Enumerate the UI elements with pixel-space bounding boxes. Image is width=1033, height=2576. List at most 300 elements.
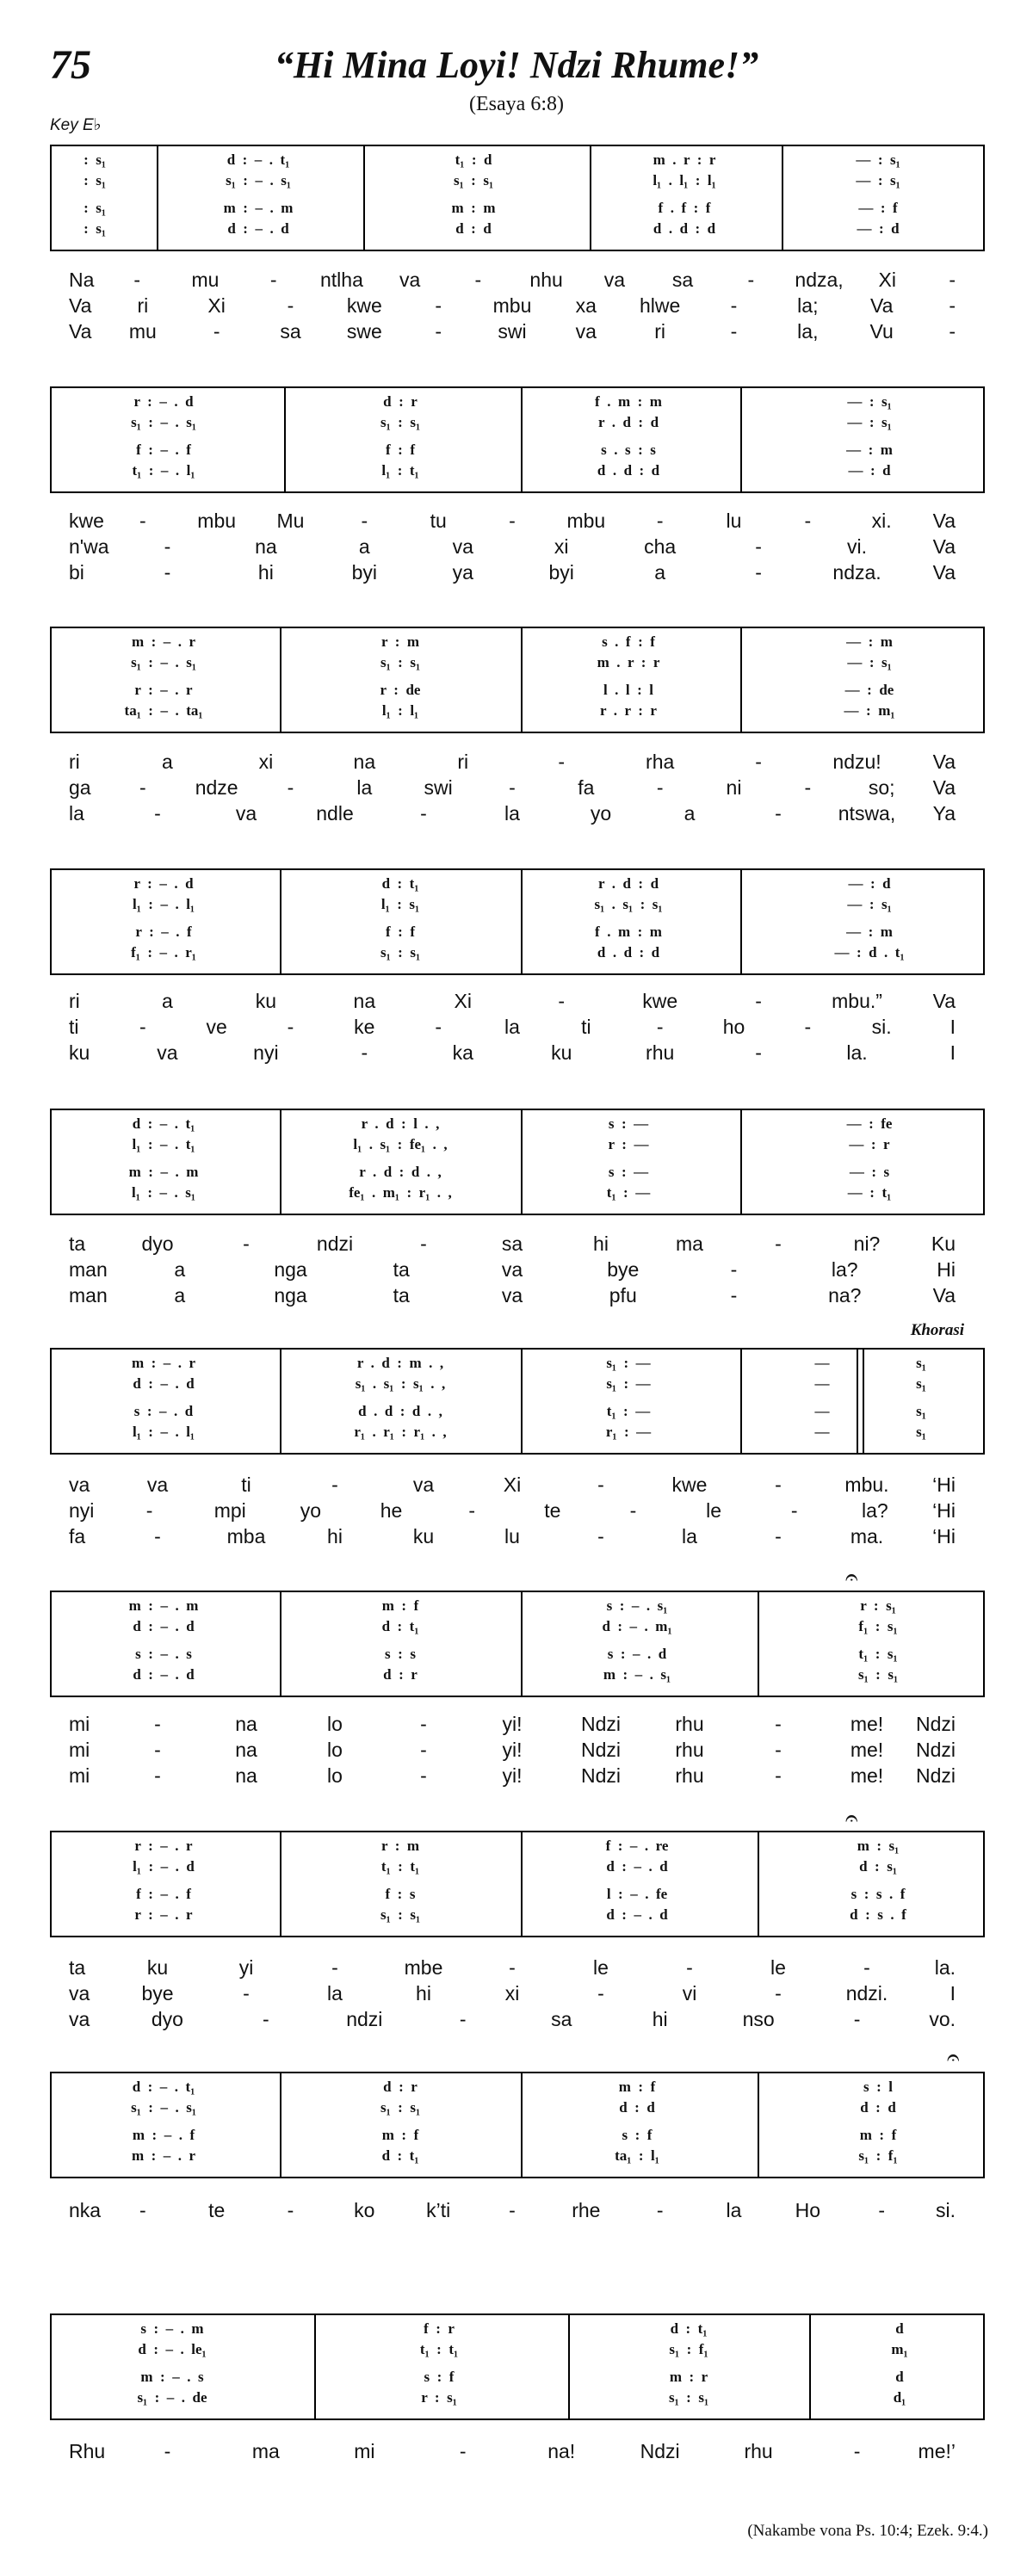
- lyric-syllable: lu: [726, 510, 742, 532]
- music-system: [50, 2313, 985, 2420]
- music-system: [50, 627, 985, 733]
- voice-row: [52, 682, 983, 702]
- solfa-note: d : – . le₁: [138, 2341, 207, 2357]
- solfa-note: s : – . d: [607, 1646, 667, 1662]
- lyric-syllable: hi: [593, 1232, 609, 1255]
- lyric-syllable: hi: [257, 561, 274, 584]
- solfa-note: — : s₁: [856, 151, 900, 168]
- lyric-syllable: -: [558, 751, 566, 773]
- lyric-syllable: ku: [69, 1041, 90, 1064]
- voice-row: [52, 2079, 983, 2099]
- solfa-note: s : s . f: [851, 1886, 906, 1902]
- lyric-syllable: va: [399, 269, 421, 291]
- lyric-syllable: -: [853, 2440, 861, 2462]
- solfa-note: r₁ : —: [605, 1424, 652, 1440]
- solfa-note: m : – . f: [132, 2127, 195, 2143]
- lyric-syllable: bye: [141, 1982, 174, 2005]
- lyric-syllable: na: [235, 1764, 257, 1787]
- lyric-syllable: -: [730, 1284, 738, 1307]
- voice-row: [52, 1886, 983, 1906]
- lyric-syllable: -: [686, 1956, 693, 1979]
- lyric-syllable: Mu: [276, 510, 305, 532]
- voice-row: [52, 1838, 983, 1858]
- solfa-note: t₁ : s₁: [858, 1646, 898, 1662]
- lyric-syllable: Rhu: [69, 2440, 106, 2462]
- lyric-syllable: ku: [255, 990, 277, 1012]
- lyric-syllable: -: [656, 510, 664, 532]
- lyric-syllable: sa: [501, 1232, 523, 1255]
- lyric-syllable: -: [435, 320, 442, 343]
- solfa-note: ta₁ : – . ta₁: [124, 702, 203, 719]
- voice-row: [52, 1424, 983, 1444]
- solfa-note: — : s₁: [847, 414, 892, 430]
- solfa-note: — : fe: [846, 1115, 893, 1132]
- solfa-note: m : f: [859, 2127, 897, 2143]
- lyric-syllable: Vu: [869, 320, 894, 343]
- solfa-note: l : – . fe: [606, 1886, 668, 1902]
- lyric-syllable: -: [139, 776, 146, 799]
- lyric-syllable: ntlha: [319, 269, 363, 291]
- lyrics-line: [69, 510, 981, 535]
- lyric-syllable: va: [69, 2008, 90, 2030]
- lyric-syllable: -: [730, 320, 738, 343]
- solfa-note: m : r: [669, 2369, 708, 2385]
- solfa-note: s₁: [916, 1424, 926, 1440]
- music-system: [50, 868, 985, 975]
- solfa-note: s₁ : s₁: [380, 414, 421, 430]
- fermata-icon: 𝄐: [845, 1806, 858, 1831]
- voice-row: [52, 2369, 983, 2389]
- solfa-note: s₁ : – . s₁: [131, 414, 196, 430]
- solfa-note: s₁ : f₁: [669, 2341, 708, 2357]
- lyric-syllable: swi: [424, 776, 453, 799]
- lyrics-block: [69, 990, 981, 1072]
- voice-row: [52, 393, 983, 414]
- lyric-syllable: -: [139, 510, 146, 532]
- lyric-syllable: ri: [69, 751, 80, 773]
- lyric-syllable: mu: [128, 320, 157, 343]
- lyric-syllable: swe: [346, 320, 382, 343]
- lyric-syllable: ma.: [850, 1525, 884, 1547]
- solfa-note: d : – . d: [606, 1858, 668, 1875]
- lyric-syllable: hlwe: [640, 294, 681, 317]
- lyric-syllable: -: [853, 2008, 861, 2030]
- solfa-note: s₁ : f₁: [858, 2147, 898, 2164]
- lyric-syllable: -: [509, 2199, 516, 2221]
- solfa-note: — : f: [858, 200, 898, 216]
- solfa-note: — : t₁: [847, 1184, 892, 1201]
- lyrics-line: [69, 1525, 981, 1551]
- lyric-syllable: me!’: [918, 2440, 956, 2462]
- lyric-syllable: -: [949, 294, 956, 317]
- solfa-note: l₁ : – . l₁: [132, 1424, 195, 1440]
- lyric-syllable: -: [949, 269, 956, 291]
- lyric-syllable: Xi: [454, 990, 472, 1012]
- lyric-syllable: hi: [416, 1982, 431, 2005]
- solfa-note: r : s₁: [860, 1597, 896, 1614]
- voice-row: [52, 1136, 983, 1157]
- lyric-syllable: swi: [498, 320, 527, 343]
- lyric-syllable: si.: [871, 1016, 892, 1038]
- lyric-syllable: -: [468, 1499, 476, 1522]
- lyrics-line: [69, 294, 981, 320]
- lyrics-block: [69, 2440, 981, 2523]
- lyric-syllable: na: [353, 751, 376, 773]
- lyric-syllable: la: [327, 1982, 343, 2005]
- solfa-note: f : – . f: [136, 1886, 191, 1902]
- lyric-syllable: na: [235, 1739, 257, 1761]
- solfa-note: : s₁: [84, 220, 106, 237]
- lyric-syllable: yi!: [502, 1764, 523, 1787]
- lyric-syllable: -: [755, 535, 762, 558]
- lyric-syllable: rhe: [572, 2199, 601, 2221]
- lyric-syllable: ta: [69, 1232, 86, 1255]
- lyric-syllable: va: [501, 1284, 523, 1307]
- lyric-syllable: sa: [551, 2008, 572, 2030]
- music-system: [50, 1831, 985, 1937]
- solfa-note: —: [814, 1375, 830, 1392]
- lyric-syllable: ndzi.: [845, 1982, 888, 2005]
- lyric-syllable: Va: [69, 320, 92, 343]
- lyric-syllable: tu: [430, 510, 447, 532]
- solfa-note: r : m: [380, 633, 420, 650]
- lyric-syllable: la.: [934, 1956, 956, 1979]
- lyrics-line: [69, 1499, 981, 1525]
- solfa-note: d : t₁: [381, 2147, 419, 2164]
- lyric-syllable: va: [146, 1473, 169, 1496]
- lyric-syllable: -: [474, 269, 482, 291]
- solfa-note: m₁: [891, 2341, 908, 2357]
- tonic-solfa-staff: [50, 868, 985, 975]
- voice-row: [52, 896, 983, 917]
- solfa-note: d . d : d . ,: [358, 1403, 442, 1419]
- lyric-syllable: yo: [590, 802, 612, 825]
- lyrics-line: [69, 1982, 981, 2008]
- lyric-syllable: va: [69, 1982, 90, 2005]
- lyric-syllable: Va: [932, 561, 956, 584]
- solfa-note: l₁ : – . d: [133, 1858, 195, 1875]
- hymn-title: “Hi Mina Loyi! Ndzi Rhume!”: [274, 44, 759, 86]
- lyric-syllable: ti: [241, 1473, 251, 1496]
- solfa-note: — : s: [849, 1164, 890, 1180]
- solfa-note: — : s₁: [847, 393, 892, 410]
- solfa-note: t₁ : t₁: [380, 1858, 420, 1875]
- solfa-note: s₁ . s₁ : s₁: [594, 896, 663, 912]
- lyric-syllable: -: [755, 990, 762, 1012]
- lyric-syllable: ti: [69, 1016, 79, 1038]
- lyric-syllable: xi.: [871, 510, 892, 532]
- tonic-solfa-staff: [50, 2313, 985, 2420]
- lyrics-block: [69, 1232, 981, 1315]
- solfa-note: s₁: [916, 1355, 926, 1371]
- lyric-syllable: la,: [797, 320, 819, 343]
- lyric-syllable: -: [154, 1764, 161, 1787]
- solfa-note: m : s₁: [857, 1838, 900, 1854]
- lyric-syllable: -: [597, 1525, 604, 1547]
- lyric-syllable: la.: [846, 1041, 868, 1064]
- music-system: [50, 1591, 985, 1697]
- lyric-syllable: -: [435, 294, 442, 317]
- solfa-note: fe₁ . m₁ : r₁ . ,: [349, 1184, 452, 1201]
- lyric-syllable: a: [162, 990, 173, 1012]
- lyric-syllable: va: [452, 535, 473, 558]
- solfa-note: s₁ : – . s₁: [131, 654, 196, 670]
- solfa-note: s₁ : – . de: [137, 2389, 207, 2406]
- lyric-syllable: -: [164, 535, 171, 558]
- lyric-syllable: ndle: [316, 802, 354, 825]
- key-signature: Key E♭: [50, 116, 102, 134]
- lyrics-block: [69, 1956, 981, 2039]
- lyric-syllable: lo: [327, 1764, 343, 1787]
- solfa-note: — : d: [848, 875, 891, 892]
- solfa-note: t₁ : t₁: [419, 2341, 459, 2357]
- voice-row: [52, 2320, 983, 2341]
- voice-row: [52, 172, 983, 193]
- lyric-syllable: xi: [504, 1982, 520, 2005]
- solfa-note: l₁ : t₁: [381, 462, 419, 479]
- voice-row: [52, 1858, 983, 1879]
- lyric-syllable: kwe: [69, 510, 104, 532]
- tonic-solfa-staff: [50, 1591, 985, 1697]
- lyric-syllable: mbu: [492, 294, 532, 317]
- khorasi-label: Khorasi: [910, 1321, 964, 1339]
- lyrics-line: [69, 1232, 981, 1258]
- lyrics-line: [69, 1284, 981, 1310]
- lyric-syllable: -: [243, 1232, 250, 1255]
- lyric-syllable: la: [682, 1525, 697, 1547]
- solfa-note: d : r: [383, 393, 418, 410]
- lyrics-line: [69, 2440, 981, 2466]
- solfa-note: s₁ : —: [606, 1355, 651, 1371]
- solfa-note: d : s . f: [850, 1906, 906, 1923]
- solfa-note: f : – . re: [605, 1838, 669, 1854]
- lyric-syllable: yi: [238, 1956, 254, 1979]
- solfa-note: d : d: [860, 2099, 896, 2116]
- lyric-syllable: ri: [137, 294, 149, 317]
- solfa-note: : s₁: [84, 151, 106, 168]
- solfa-note: m : – . s: [140, 2369, 204, 2385]
- lyric-syllable: byi: [351, 561, 378, 584]
- lyric-syllable: -: [730, 294, 738, 317]
- lyric-syllable: mi: [69, 1713, 90, 1735]
- lyric-syllable: -: [263, 2008, 269, 2030]
- solfa-note: — : s₁: [856, 172, 900, 188]
- lyric-syllable: ko: [354, 2199, 375, 2221]
- solfa-note: r : – . r: [134, 682, 193, 698]
- solfa-note: ta₁ : l₁: [615, 2147, 659, 2164]
- lyric-syllable: -: [775, 1764, 782, 1787]
- voice-row: [52, 151, 983, 172]
- solfa-note: : s₁: [84, 172, 106, 188]
- lyric-syllable: ri: [654, 320, 666, 343]
- solfa-note: f : f: [386, 924, 415, 940]
- lyric-syllable: -: [775, 1982, 782, 2005]
- lyric-syllable: Va: [932, 751, 956, 773]
- voice-row: [52, 1115, 983, 1136]
- solfa-note: t₁ : —: [606, 1403, 651, 1419]
- lyric-syllable: Ya: [932, 802, 956, 825]
- lyric-syllable: -: [656, 1016, 664, 1038]
- solfa-note: f : – . f: [136, 442, 191, 458]
- music-system: [50, 145, 985, 251]
- lyric-syllable: Va: [932, 535, 956, 558]
- lyric-syllable: me!: [850, 1713, 884, 1735]
- music-system: [50, 1348, 985, 1455]
- lyric-syllable: -: [154, 802, 161, 825]
- lyric-syllable: na!: [547, 2440, 576, 2462]
- lyric-syllable: mbu.”: [832, 990, 882, 1012]
- lyric-syllable: -: [804, 1016, 812, 1038]
- lyric-syllable: -: [558, 990, 566, 1012]
- voice-row: [52, 414, 983, 435]
- solfa-note: s₁ : s₁: [380, 654, 421, 670]
- solfa-note: d : d: [619, 2099, 655, 2116]
- lyric-syllable: ndze: [195, 776, 238, 799]
- lyric-syllable: man: [69, 1284, 108, 1307]
- solfa-note: —: [814, 1355, 830, 1371]
- lyric-syllable: ve: [206, 1016, 227, 1038]
- voice-row: [52, 2099, 983, 2120]
- lyric-syllable: ga: [69, 776, 91, 799]
- solfa-note: m . r : r: [653, 151, 716, 168]
- solfa-note: m : – . m: [223, 200, 294, 216]
- lyric-syllable: ndza,: [795, 269, 844, 291]
- lyric-syllable: Va: [932, 1284, 956, 1307]
- lyric-syllable: ntswa,: [838, 802, 896, 825]
- lyric-syllable: -: [509, 776, 516, 799]
- lyric-syllable: mpi: [213, 1499, 246, 1522]
- lyric-syllable: fa: [69, 1525, 86, 1547]
- lyric-syllable: rhu: [744, 2440, 773, 2462]
- lyric-syllable: -: [775, 1713, 782, 1735]
- solfa-note: l . l : l: [603, 682, 654, 698]
- lyric-syllable: -: [420, 1232, 427, 1255]
- solfa-note: d : r: [383, 1666, 418, 1683]
- lyrics-block: [69, 2199, 981, 2282]
- lyric-syllable: fa: [578, 776, 595, 799]
- lyrics-line: [69, 2199, 981, 2225]
- lyrics-line: [69, 1956, 981, 1982]
- lyric-syllable: te: [208, 2199, 226, 2221]
- fermata-icon: 𝄐: [947, 2045, 960, 2070]
- music-system: [50, 1109, 985, 1215]
- solfa-note: s₁ : – . s₁: [131, 2099, 196, 2116]
- lyric-syllable: na: [255, 535, 277, 558]
- solfa-note: —: [814, 1424, 830, 1440]
- solfa-note: m : – . m: [128, 1597, 199, 1614]
- lyric-syllable: bye: [607, 1258, 640, 1281]
- lyric-syllable: ta: [69, 1956, 86, 1979]
- solfa-note: d : t₁: [381, 1618, 419, 1634]
- lyrics-line: [69, 320, 981, 346]
- lyric-syllable: -: [509, 1956, 516, 1979]
- solfa-note: r . d : d . ,: [359, 1164, 442, 1180]
- solfa-note: m : – . r: [131, 1355, 196, 1371]
- lyric-syllable: -: [154, 1739, 161, 1761]
- solfa-note: d . d : d: [653, 220, 716, 237]
- solfa-note: r₁ . r₁ : r₁ . ,: [354, 1424, 447, 1440]
- lyric-syllable: -: [154, 1525, 161, 1547]
- solfa-note: f : s: [385, 1886, 416, 1902]
- lyric-syllable: la: [356, 776, 373, 799]
- lyric-syllable: yi!: [502, 1739, 523, 1761]
- lyric-syllable: nyi: [69, 1499, 95, 1522]
- lyric-syllable: Va: [932, 510, 956, 532]
- solfa-note: d : – . t₁: [132, 2079, 195, 2095]
- solfa-note: r . d : d: [597, 875, 659, 892]
- lyric-syllable: -: [287, 776, 294, 799]
- solfa-note: r . r : r: [600, 702, 657, 719]
- lyric-syllable: lo: [327, 1713, 343, 1735]
- solfa-note: m : f: [381, 1597, 419, 1614]
- lyric-syllable: -: [154, 1713, 161, 1735]
- lyric-syllable: lu: [504, 1525, 520, 1547]
- lyric-syllable: ndzu!: [832, 751, 881, 773]
- solfa-note: f . f : f: [658, 200, 711, 216]
- solfa-note: d : – . d: [133, 1618, 195, 1634]
- lyric-syllable: mbu: [566, 510, 606, 532]
- lyric-syllable: ri: [69, 990, 80, 1012]
- solfa-note: m : – . s₁: [603, 1666, 671, 1683]
- voice-row: [52, 1164, 983, 1184]
- lyric-syllable: -: [420, 802, 427, 825]
- voice-row: [52, 2389, 983, 2410]
- lyric-syllable: kwe: [346, 294, 382, 317]
- lyric-syllable: Xi: [878, 269, 896, 291]
- voice-row: [52, 200, 983, 220]
- solfa-note: —: [814, 1403, 830, 1419]
- solfa-note: — : m: [846, 633, 893, 650]
- lyric-syllable: ke: [354, 1016, 375, 1038]
- lyric-syllable: -: [597, 1982, 604, 2005]
- solfa-note: l₁ . s₁ : fe₁ . ,: [353, 1136, 448, 1152]
- solfa-note: r : m: [380, 1838, 420, 1854]
- lyric-syllable: n'wa: [69, 535, 109, 558]
- solfa-note: — : de: [844, 682, 894, 698]
- lyric-syllable: va: [412, 1473, 435, 1496]
- lyric-syllable: -: [133, 269, 141, 291]
- lyric-syllable: la;: [797, 294, 819, 317]
- lyric-syllable: -: [790, 1499, 798, 1522]
- lyric-syllable: mi: [354, 2440, 375, 2462]
- solfa-note: — : s₁: [847, 654, 892, 670]
- solfa-note: s : —: [608, 1115, 649, 1132]
- lyric-syllable: le: [706, 1499, 722, 1522]
- lyric-syllable: a: [174, 1258, 186, 1281]
- lyric-syllable: Na: [69, 269, 95, 291]
- solfa-note: s₁ : —: [606, 1375, 651, 1392]
- lyric-syllable: cha: [644, 535, 677, 558]
- solfa-note: r : s₁: [421, 2389, 457, 2406]
- lyric-syllable: me!: [850, 1739, 884, 1761]
- lyric-syllable: ni?: [853, 1232, 881, 1255]
- lyric-syllable: vi.: [847, 535, 868, 558]
- lyric-syllable: a: [654, 561, 666, 584]
- lyrics-line: [69, 1473, 981, 1499]
- lyric-syllable: xi: [554, 535, 569, 558]
- lyric-syllable: na: [353, 990, 376, 1012]
- voice-row: [52, 2147, 983, 2168]
- lyrics-block: [69, 751, 981, 833]
- lyric-syllable: k’ti: [426, 2199, 451, 2221]
- lyrics-block: [69, 510, 981, 592]
- lyric-syllable: Ndzi: [915, 1713, 956, 1735]
- solfa-note: s₁ : s₁: [668, 2389, 709, 2406]
- solfa-note: t₁ : d: [455, 151, 492, 168]
- lyrics-line: [69, 751, 981, 776]
- lyric-syllable: me!: [850, 1764, 884, 1787]
- lyric-syllable: Va: [69, 294, 92, 317]
